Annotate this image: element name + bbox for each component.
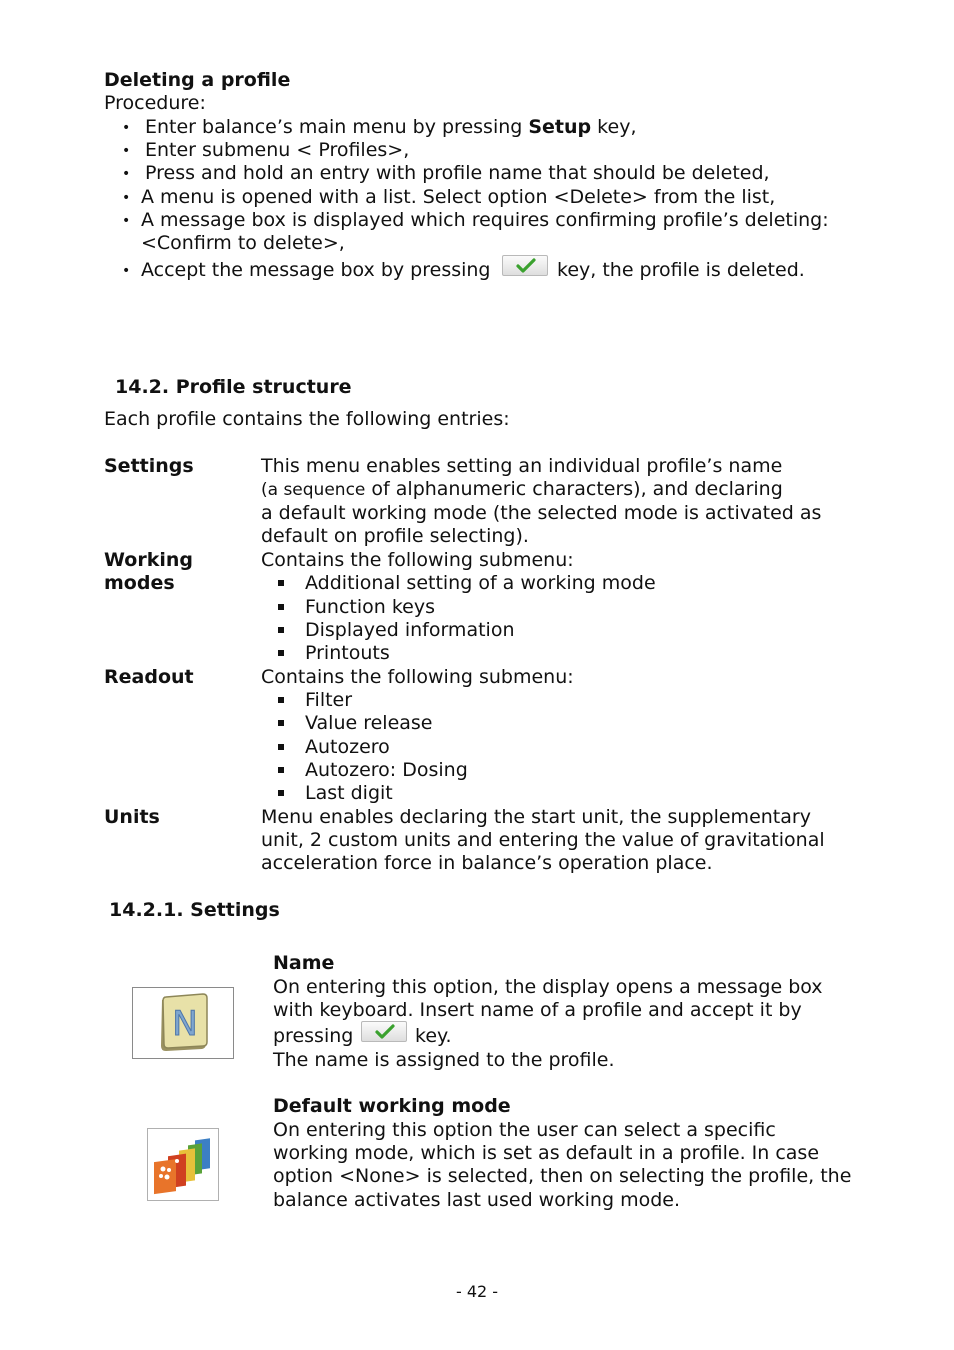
working-modes-icon <box>148 1129 218 1200</box>
readout-item: Value release <box>305 712 433 734</box>
procedure-step-5: A message box is displayed which requires confirming profile’s deleting: <box>141 209 829 231</box>
name-desc-pressing: pressing <box>273 1025 354 1047</box>
confirm-key-icon <box>502 255 548 276</box>
square-bullet <box>278 604 284 610</box>
readout-item: Last digit <box>305 782 393 804</box>
working-modes-intro: Contains the following submenu: <box>261 549 574 571</box>
entry-label-working-modes: Working <box>104 549 193 571</box>
procedure-step-1 <box>145 116 636 139</box>
name-desc-line: On entering this option, the display opens a message box <box>273 976 823 998</box>
working-mode-item: Function keys <box>305 596 436 618</box>
entry-label-units: Units <box>104 806 160 828</box>
square-bullet <box>278 697 284 703</box>
units-desc-line: acceleration force in balance’s operation place. <box>261 852 713 874</box>
bullet: • <box>122 190 131 206</box>
option-title-default-working-mode: Default working mode <box>273 1095 511 1117</box>
square-bullet <box>278 767 284 773</box>
section-heading-profile-structure: 14.2. Profile structure <box>115 376 352 398</box>
settings-desc-part: of alphanumeric characters), and declaring <box>365 478 783 500</box>
procedure-step-6-post: key, the profile is deleted. <box>557 259 805 281</box>
procedure-step-2: Enter submenu < Profiles>, <box>145 139 410 161</box>
page-number: - 42 - <box>456 1282 499 1301</box>
dwm-desc-line: On entering this option the user can select a specific <box>273 1119 776 1141</box>
procedure-step-6-pre: Accept the message box by pressing <box>141 259 491 281</box>
square-bullet <box>278 744 284 750</box>
procedure-label: Procedure: <box>104 92 206 114</box>
settings-desc-line: This menu enables setting an individual profile’s name <box>261 455 783 477</box>
settings-desc-line: default on profile selecting). <box>261 525 529 547</box>
square-bullet <box>278 580 284 586</box>
units-desc-line: Menu enables declaring the start unit, the supplementary <box>261 806 811 828</box>
procedure-step-5-cont: <Confirm to delete>, <box>141 232 345 254</box>
readout-item: Autozero <box>305 736 390 758</box>
readout-intro: Contains the following submenu: <box>261 666 574 688</box>
name-option-icon <box>132 987 234 1059</box>
bullet: • <box>122 143 131 159</box>
check-icon <box>374 1024 396 1040</box>
name-desc-line: The name is assigned to the profile. <box>273 1049 615 1071</box>
settings-desc-part: (a sequence <box>261 480 366 500</box>
settings-desc-line <box>261 478 783 502</box>
dwm-desc-line: option <None> is selected, then on selecting the profile, the <box>273 1165 852 1187</box>
section-heading-settings: 14.2.1. Settings <box>109 899 280 921</box>
procedure-step-3: Press and hold an entry with profile name that should be deleted, <box>145 162 770 184</box>
option-title-name: Name <box>273 952 335 974</box>
procedure-step-4: A menu is opened with a list. Select option <Delete> from the list, <box>141 186 776 208</box>
name-desc-key: key. <box>415 1025 452 1047</box>
dwm-desc-line: working mode, which is set as default in a profile. In case <box>273 1142 820 1164</box>
dwm-desc-line: balance activates last used working mode. <box>273 1189 680 1211</box>
square-bullet <box>278 627 284 633</box>
bullet: • <box>122 120 131 136</box>
readout-item: Autozero: Dosing <box>305 759 468 781</box>
confirm-key-icon <box>361 1021 407 1042</box>
name-icon <box>133 988 233 1058</box>
readout-item: Filter <box>305 689 353 711</box>
units-desc-line: unit, 2 custom units and entering the value of gravitational <box>261 829 825 851</box>
name-desc-line: with keyboard. Insert name of a profile and accept it by <box>273 999 802 1021</box>
icon-letter: N <box>172 1004 198 1044</box>
entry-label-working-modes-2: modes <box>104 572 175 594</box>
working-mode-item: Printouts <box>305 642 390 664</box>
bullet: • <box>122 166 131 182</box>
structure-intro: Each profile contains the following entries: <box>104 408 510 430</box>
default-working-mode-option-icon <box>147 1128 219 1201</box>
square-bullet <box>278 720 284 726</box>
working-mode-item: Displayed information <box>305 619 515 641</box>
step-text: Enter balance’s main menu by pressing <box>145 116 529 138</box>
section-title-deleting: Deleting a profile <box>104 69 291 91</box>
square-bullet <box>278 790 284 796</box>
check-icon <box>515 258 537 274</box>
working-mode-item: Additional setting of a working mode <box>305 572 656 594</box>
entry-label-settings: Settings <box>104 455 194 477</box>
bullet: • <box>122 213 131 229</box>
square-bullet <box>278 650 284 656</box>
step-text: key, <box>591 116 637 138</box>
setup-key-label: Setup <box>528 116 592 138</box>
entry-label-readout: Readout <box>104 666 194 688</box>
settings-desc-line: a default working mode (the selected mode is activated as <box>261 502 822 524</box>
bullet: • <box>122 263 131 279</box>
